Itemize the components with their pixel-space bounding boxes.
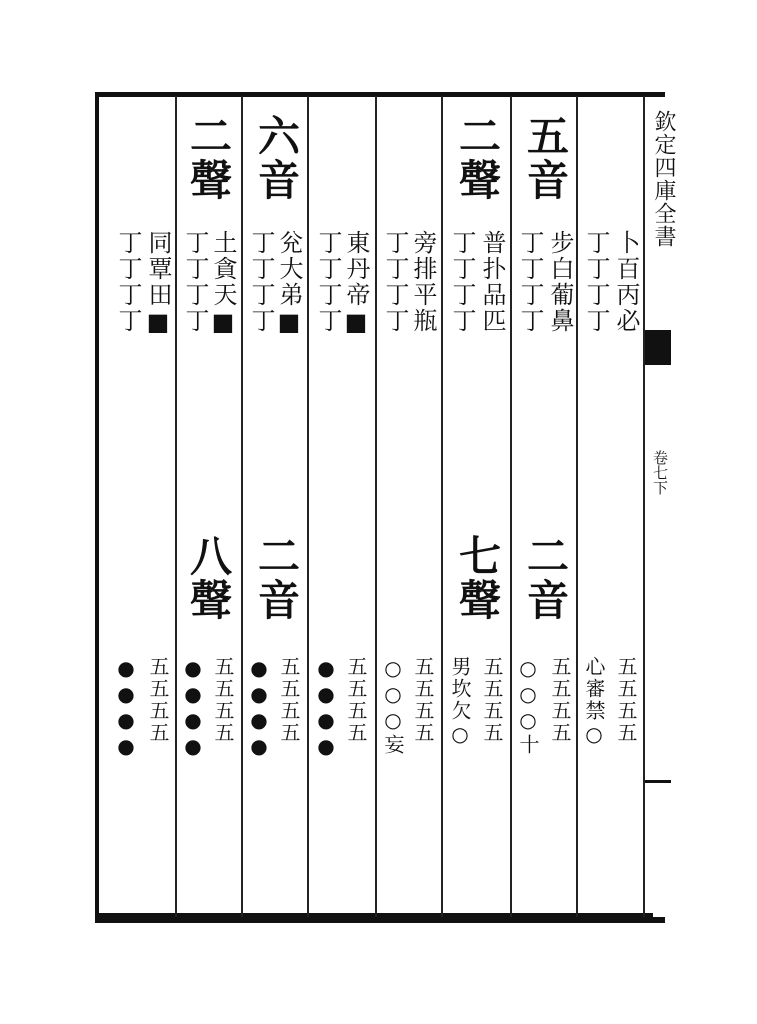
bottom-marks: ○○○妄 — [381, 656, 405, 756]
top-marks: 丁丁丁丁 — [516, 230, 544, 334]
top-marks: 丁丁丁丁 — [381, 230, 409, 334]
bottom-chars: 五五五五 — [277, 656, 301, 744]
column-5 — [444, 96, 510, 917]
bottom-marks: ●●●● — [114, 656, 138, 760]
column-title: 二音 — [252, 534, 301, 622]
column-4 — [377, 96, 443, 917]
column-title: 二音 — [521, 534, 570, 622]
column-title: 八聲 — [184, 534, 233, 622]
bottom-chars: 五五五五 — [548, 656, 572, 744]
bottom-marks: ●●●● — [314, 656, 338, 760]
margin-rule — [645, 780, 671, 783]
top-chars: 兊大弟■ — [275, 230, 303, 338]
top-marks: 丁丁丁丁 — [582, 230, 610, 334]
volume-label: 卷七下 — [651, 450, 669, 495]
column-title: 五音 — [521, 114, 570, 202]
frame-bottom-border — [95, 917, 665, 923]
fishtail-mark — [645, 330, 671, 365]
column-2 — [243, 96, 309, 917]
top-marks: 丁丁丁丁 — [181, 230, 209, 334]
column-title: 二聲 — [184, 114, 233, 202]
column-0 — [110, 96, 176, 917]
top-marks: 丁丁丁丁 — [314, 230, 342, 334]
column-title: 六音 — [252, 114, 301, 202]
column-1 — [177, 96, 243, 917]
top-chars: 東丹帝■ — [342, 230, 370, 338]
top-chars: 旁排平瓶 — [409, 230, 437, 334]
bottom-chars: 五五五五 — [411, 656, 435, 744]
bottom-marks: ●●●● — [181, 656, 205, 760]
column-3 — [310, 96, 376, 917]
top-marks: 丁丁丁丁 — [247, 230, 275, 334]
bottom-chars: 五五五五 — [480, 656, 504, 744]
column-title: 七聲 — [453, 534, 502, 622]
top-chars: 同覃田■ — [144, 230, 172, 338]
column-6 — [512, 96, 578, 917]
bottom-marks: ●●●● — [247, 656, 271, 760]
top-marks: 丁丁丁丁 — [448, 230, 476, 334]
column-title: 二聲 — [453, 114, 502, 202]
bottom-marks: 心審禁○ — [582, 656, 606, 748]
bottom-marks: 男坎欠○ — [448, 656, 472, 748]
bottom-chars: 五五五五 — [146, 656, 170, 744]
top-chars: 土貪天■ — [209, 230, 237, 338]
bottom-marks: ○○○十 — [516, 656, 540, 756]
top-chars: 普扑品匹 — [478, 230, 506, 334]
bottom-chars: 五五五五 — [211, 656, 235, 744]
top-chars: 步白葡鼻 — [546, 230, 574, 334]
bottom-chars: 五五五五 — [614, 656, 638, 744]
top-marks: 丁丁丁丁 — [114, 230, 142, 334]
bottom-chars: 五五五五 — [344, 656, 368, 744]
top-chars: 卜百丙必 — [612, 230, 640, 334]
book-title: 欽定四庫全書 — [651, 110, 676, 248]
column-7 — [578, 96, 644, 917]
